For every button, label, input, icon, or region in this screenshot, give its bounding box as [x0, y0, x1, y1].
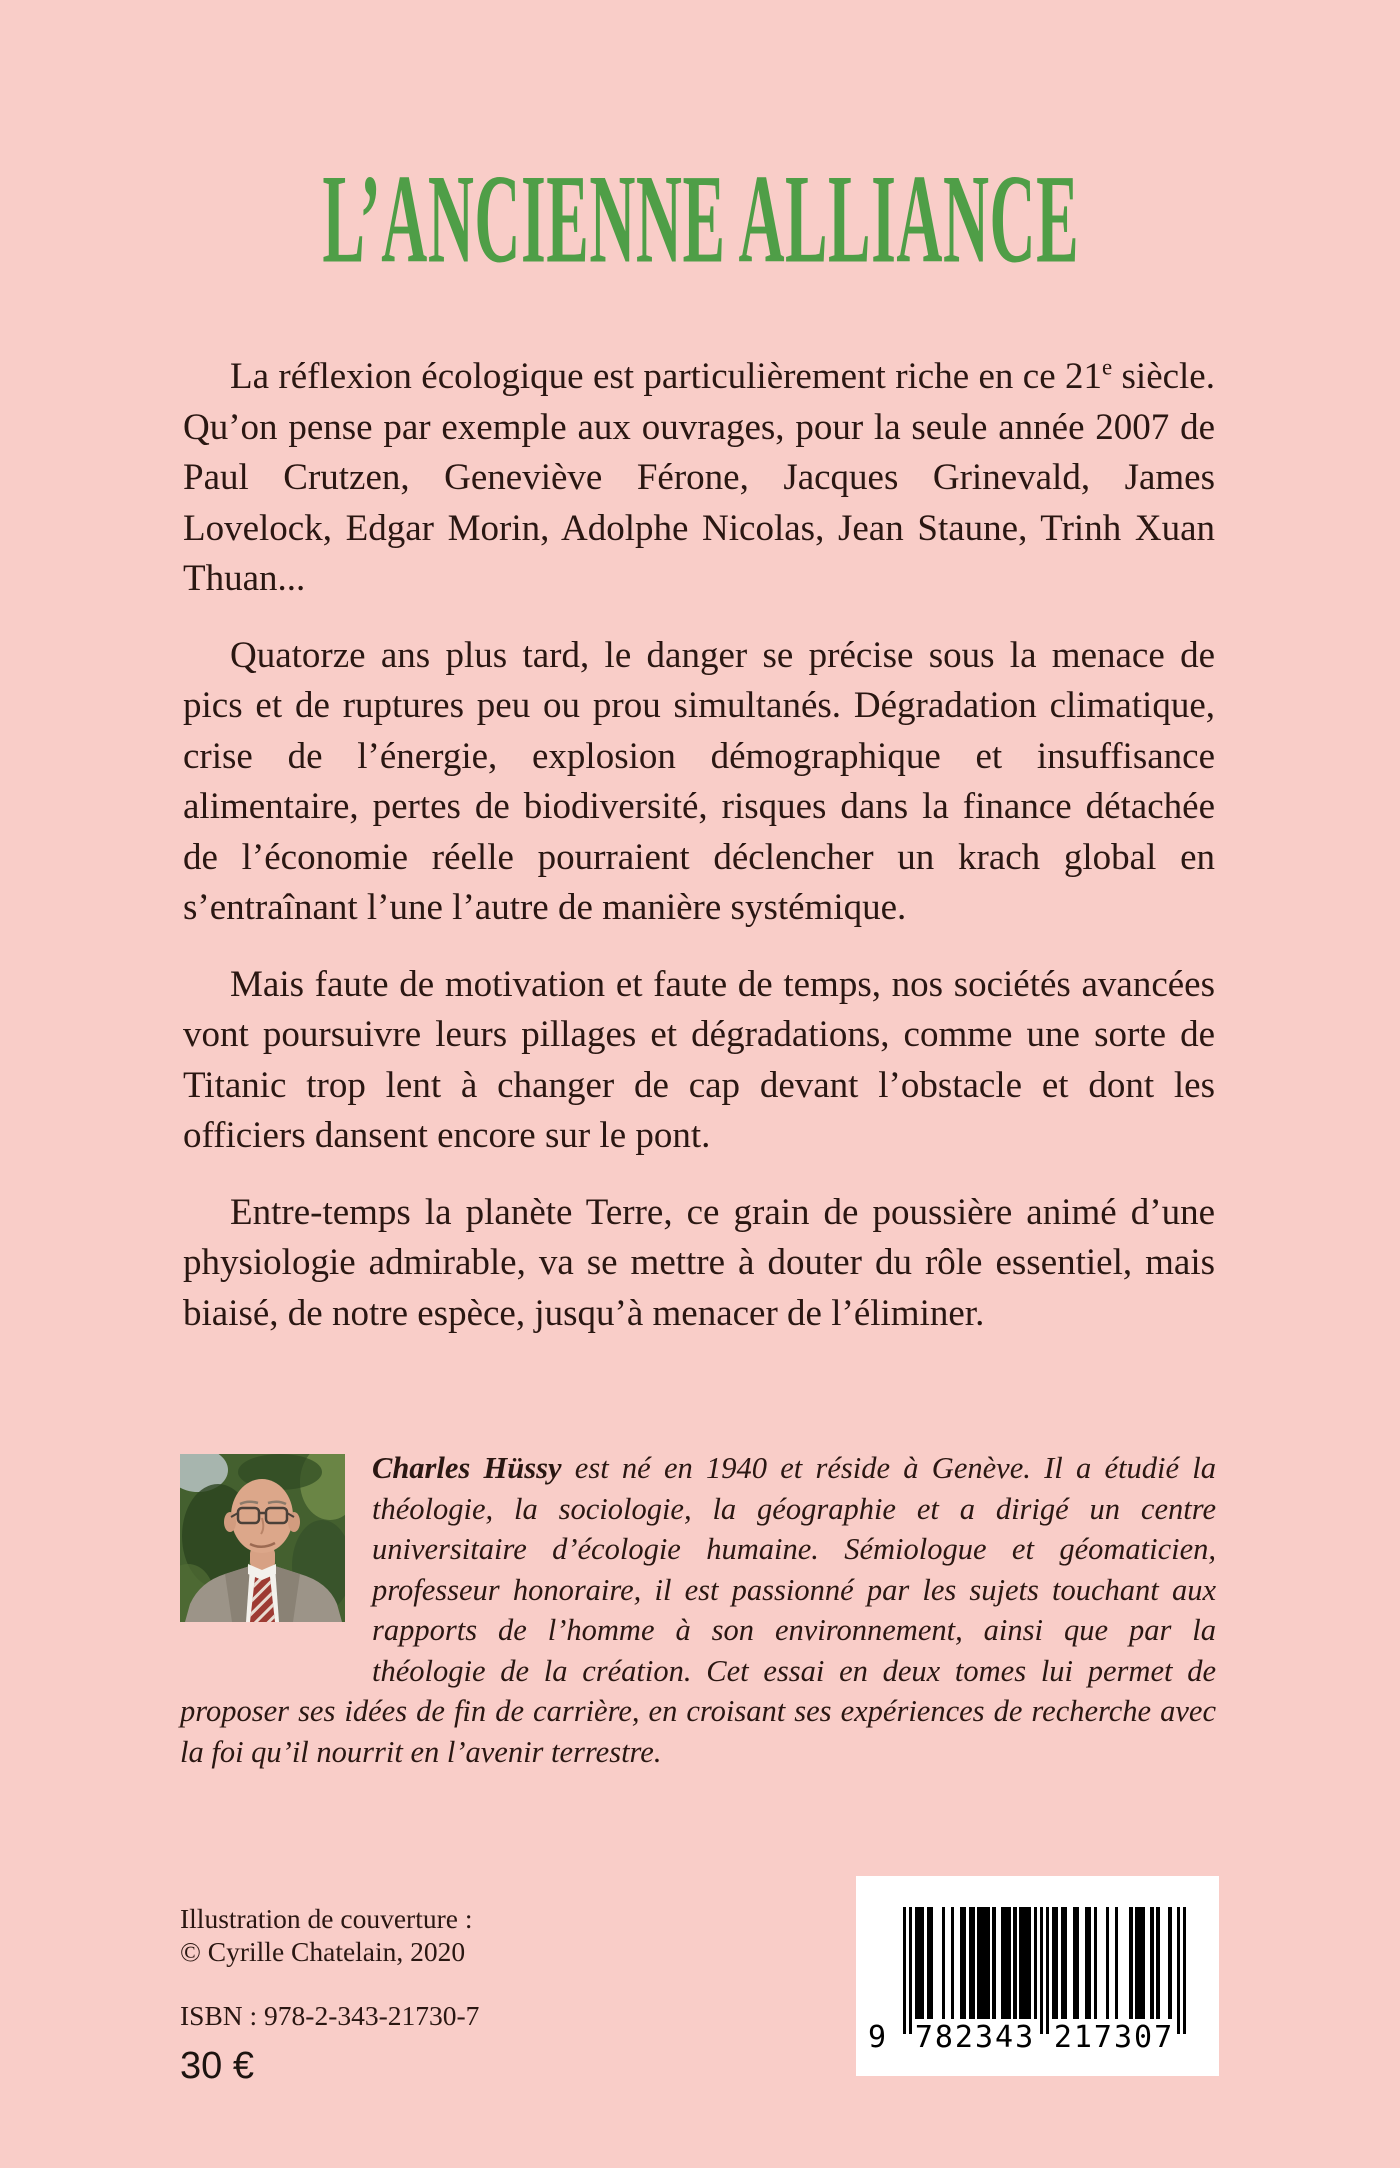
barcode: [856, 1876, 1219, 2076]
synopsis: [183, 352, 1215, 1339]
book-title: L’ANCIENNE ALLIANCE: [322, 148, 1080, 290]
author-bio-body: est né en 1940 et réside à Genève. Il a étudié la théologie, la sociologie, la géographie et a dirigé un centre universitaire d’écologie humaine. Sémiologue et géomaticien, professeur honoraire, il est passionné par les sujets touchant aux rapports de l’homme à son environnement, ainsi que par la théologie de la création. Cet essai en deux tomes lui permet de proposer ses idées de fin de carrière, en croisant ses expériences de recherche avec la foi qu’il nourrit en l’avenir terrestre.: [180, 1451, 1216, 1769]
barcode-right-digits: 217307: [1053, 2020, 1175, 2055]
synopsis-paragraph-4: Entre-temps la planète Terre, ce grain de poussière animé d’une physiologie admirable, va se mettre à douter du rôle essentiel, mais biaisé, de notre espèce, jusqu’à menacer de l’éliminer.: [183, 1191, 1215, 1334]
superscript-e: e: [1101, 354, 1113, 380]
author-photo: [180, 1454, 345, 1622]
synopsis-p1-start: La réflexion écologique est particulièrement riche en ce 21: [230, 356, 1102, 397]
price: 30 €: [180, 2045, 254, 2087]
title-area: [0, 146, 1400, 290]
credits: [180, 1902, 479, 2088]
author-name: Charles Hüssy: [372, 1451, 562, 1485]
synopsis-paragraph-3: Mais faute de motivation et faute de temps, nos sociétés avancées vont poursuivre leurs pillages et dégradations, comme une sorte de Titanic trop lent à changer de cap devant l’obstacle et dont les officiers dansent encore sur le pont.: [183, 963, 1215, 1156]
synopsis-paragraph-2: Quatorze ans plus tard, le danger se précise sous la menace de pics et de ruptures peu ou prou simultanés. Dégradation climatique, crise de l’énergie, explosion démographique et insuffisance alimentaire, pertes de biodiversité, risques dans la finance détachée de l’économie réelle pourraient déclencher un krach global en s’entraînant l’une l’autre de manière systémique.: [183, 634, 1215, 928]
barcode-digits: [856, 2018, 1219, 2058]
author-bio: [180, 1448, 1216, 1772]
synopsis-p1-end: siècle. Qu’on pense par exemple aux ouvrages, pour la seule année 2007 de Paul Crutzen, Geneviève Férone, Jacques Grinevald, James Lovelock, Edgar Morin, Adolphe Nicolas, Jean Staune, Trinh Xuan Thuan...: [183, 356, 1215, 599]
isbn: ISBN : 978-2-343-21730-7: [180, 2000, 480, 2031]
author-photo-image: [180, 1454, 345, 1622]
barcode-bars: [903, 1907, 1186, 2035]
synopsis-paragraph-1: [183, 352, 1215, 605]
illustration-credit-line1: Illustration de couverture :: [180, 1903, 473, 1934]
illustration-credit-line2: © Cyrille Chatelain, 2020: [180, 1936, 466, 1967]
barcode-lead-digit: 9: [868, 2020, 887, 2055]
barcode-left-digits: 782343: [914, 2020, 1036, 2055]
